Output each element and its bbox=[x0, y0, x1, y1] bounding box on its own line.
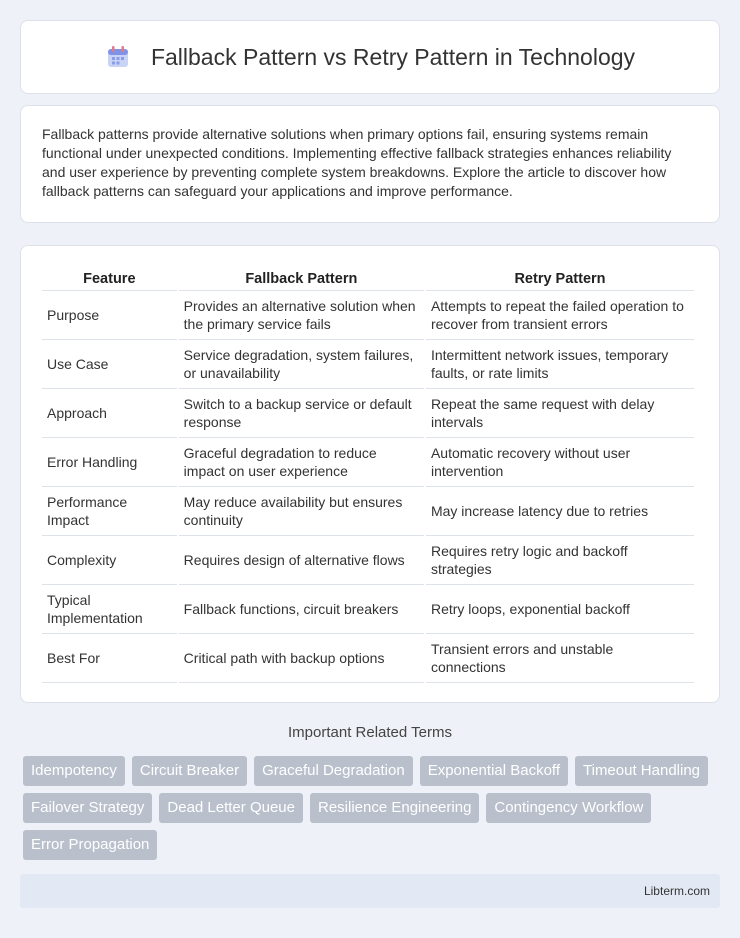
column-header: Feature bbox=[42, 266, 177, 291]
fallback-cell: Switch to a backup service or default response bbox=[179, 389, 424, 438]
related-term-tag[interactable]: Graceful Degradation bbox=[254, 756, 413, 786]
column-header: Retry Pattern bbox=[426, 266, 694, 291]
calendar-icon bbox=[105, 44, 131, 70]
feature-cell: Use Case bbox=[42, 340, 177, 389]
retry-cell: Repeat the same request with delay intervals bbox=[426, 389, 694, 438]
fallback-cell: Requires design of alternative flows bbox=[179, 536, 424, 585]
retry-cell: Requires retry logic and backoff strategies bbox=[426, 536, 694, 585]
retry-cell: Transient errors and unstable connections bbox=[426, 634, 694, 683]
table-row bbox=[42, 487, 694, 536]
comparison-table bbox=[40, 266, 696, 683]
feature-cell: Performance Impact bbox=[42, 487, 177, 536]
table-row bbox=[42, 340, 694, 389]
table-row bbox=[42, 389, 694, 438]
table-header-row bbox=[42, 266, 694, 291]
related-term-tag[interactable]: Contingency Workflow bbox=[486, 793, 651, 823]
feature-cell: Error Handling bbox=[42, 438, 177, 487]
footer bbox=[20, 874, 720, 908]
related-terms-heading: Important Related Terms bbox=[288, 724, 452, 741]
column-header: Fallback Pattern bbox=[179, 266, 424, 291]
feature-cell: Best For bbox=[42, 634, 177, 683]
intro-card bbox=[20, 105, 720, 223]
related-term-tag[interactable]: Dead Letter Queue bbox=[159, 793, 303, 823]
table-row bbox=[42, 438, 694, 487]
table-row bbox=[42, 585, 694, 634]
retry-cell: May increase latency due to retries bbox=[426, 487, 694, 536]
page-title: Fallback Pattern vs Retry Pattern in Technology bbox=[150, 43, 636, 70]
feature-cell: Typical Implementation bbox=[42, 585, 177, 634]
intro-text: Fallback patterns provide alternative solutions when primary options fail, ensuring systems remain functional under unexpected conditions. Implementing effective fallback strategies enhances reliability and user experience by preventing complete system breakdowns. Explore the article to discover how fallback patterns can safeguard your applications and improve performance. bbox=[42, 126, 672, 199]
comparison-table-card bbox=[20, 245, 720, 703]
related-term-tag[interactable]: Resilience Engineering bbox=[310, 793, 479, 823]
footer-site-link[interactable]: Libterm.com bbox=[643, 884, 710, 898]
fallback-cell: Provides an alternative solution when the primary service fails bbox=[179, 291, 424, 340]
retry-cell: Automatic recovery without user intervention bbox=[426, 438, 694, 487]
related-term-tag[interactable]: Failover Strategy bbox=[23, 793, 152, 823]
related-terms-list bbox=[23, 756, 723, 867]
related-term-tag[interactable]: Exponential Backoff bbox=[420, 756, 568, 786]
fallback-cell: Fallback functions, circuit breakers bbox=[179, 585, 424, 634]
retry-cell: Intermittent network issues, temporary faults, or rate limits bbox=[426, 340, 694, 389]
retry-cell: Attempts to repeat the failed operation to recover from transient errors bbox=[426, 291, 694, 340]
related-term-tag[interactable]: Circuit Breaker bbox=[132, 756, 247, 786]
feature-cell: Approach bbox=[42, 389, 177, 438]
fallback-cell: Service degradation, system failures, or unavailability bbox=[179, 340, 424, 389]
related-term-tag[interactable]: Timeout Handling bbox=[575, 756, 708, 786]
retry-cell: Retry loops, exponential backoff bbox=[426, 585, 694, 634]
related-term-tag[interactable]: Idempotency bbox=[23, 756, 125, 786]
feature-cell: Complexity bbox=[42, 536, 177, 585]
fallback-cell: Critical path with backup options bbox=[179, 634, 424, 683]
fallback-cell: May reduce availability but ensures continuity bbox=[179, 487, 424, 536]
table-row bbox=[42, 291, 694, 340]
table-row bbox=[42, 634, 694, 683]
fallback-cell: Graceful degradation to reduce impact on user experience bbox=[179, 438, 424, 487]
feature-cell: Purpose bbox=[42, 291, 177, 340]
title-card bbox=[20, 20, 720, 94]
table-row bbox=[42, 536, 694, 585]
related-term-tag[interactable]: Error Propagation bbox=[23, 830, 157, 860]
